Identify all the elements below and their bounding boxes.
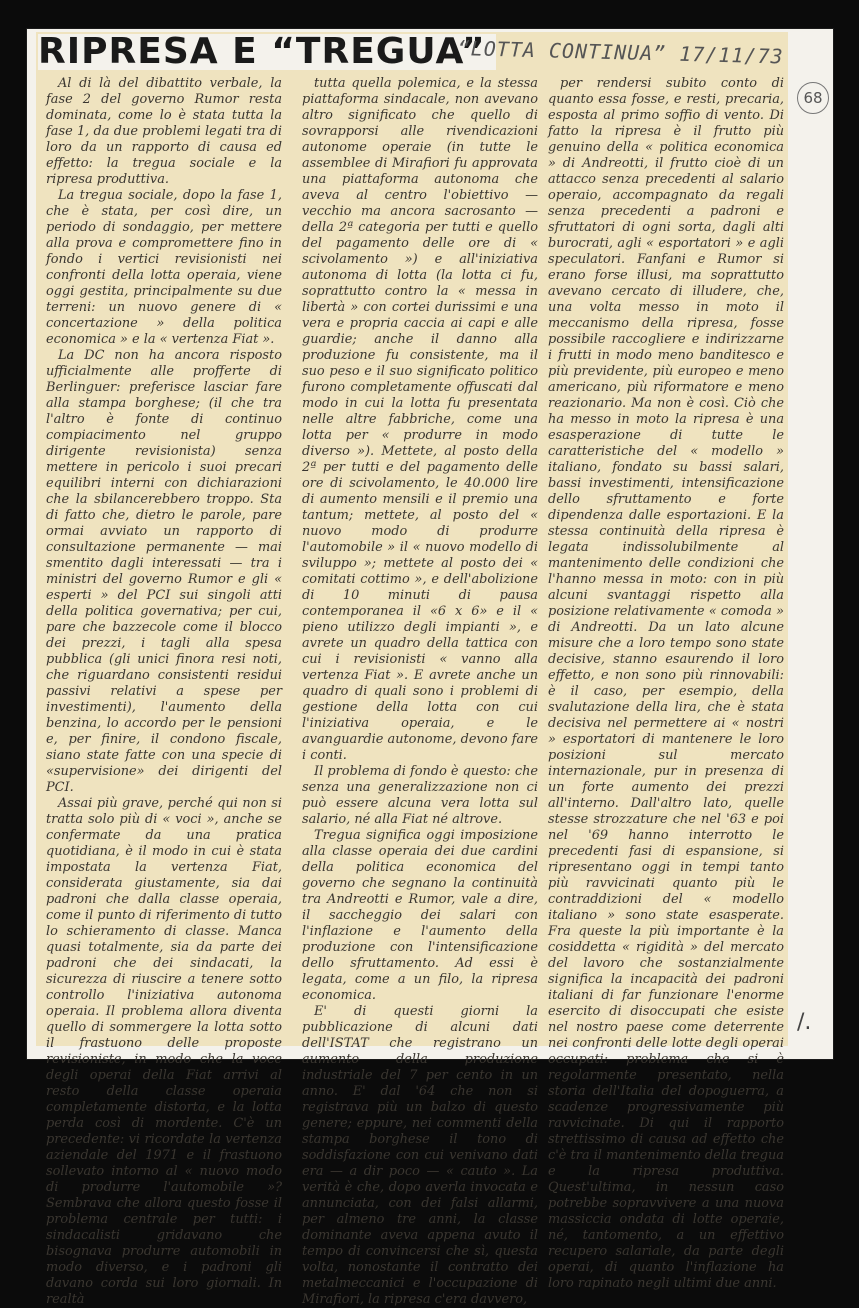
article-column-2 (302, 76, 538, 1307)
article-paragraph: La DC non ha ancora risposto ufficialmente alle profferte di Berlinguer: preferisce lasciar fare alla stampa borghese; (il che tra l'altro è fonte di continuo compiacimento nel gruppo dirigente revisionista) senza mettere in pericolo i suoi precari equilibri interni con dichiarazioni che la sbilancerebbero troppo. Sta di fatto che, dietro le parole, pare ormai avviato un rapporto di consultazione permanente — mai smentito dagli interessati — tra i ministri del governo Rumor e gli « esperti » del PCI sui singoli atti della politica governativa; per cui, pare che bazzecole come il blocco dei prezzi, i tagli alla spesa pubblica (gli unici finora resi noti, che riguardano consistenti residui passivi relativi a spese per investimenti), l'aumento della benzina, lo accordo per le pensioni e, per finire, il condono fiscale, siano state fatte con una specie di «supervisione» dei dirigenti del PCI. (46, 348, 282, 795)
handwritten-source-note: “LOTTA CONTINUA” 17/11/73 (457, 36, 784, 69)
article-paragraph: Il problema di fondo è questo: che senza una generalizzazione non ci può essere alcuna vera lotta sul salario, né alla Fiat né altrove. (302, 764, 538, 827)
article-paragraph: Assai più grave, perché qui non si tratta solo più di « voci », anche se confermate da una pratica quotidiana, è il modo in cui è stata impostata la vertenza Fiat, considerata giustamente, sia dai padroni che dalla classe operaia, come il punto di riferimento di tutto lo schieramento di classe. Manca quasi totalmente, sia da parte dei padroni che dei sindacati, la sicurezza di riuscire a tenere sotto controllo l'iniziativa autonoma operaia. Il problema allora diventa quello di sommergere la lotta sotto il frastuono delle proposte revisioniste, in modo che la voce degli operai della Fiat arrivi al resto della classe operaia completamente distorta, e la lotta perda così di mordente. C'è un precedente: vi ricordate la vertenza aziendale del 1971 e il frastuono sollevato intorno al « nuovo modo di produrre l'automobile »? Sembrava che allora questo fosse il problema centrale per tutti: i sindacalisti gridavano che bisognava produrre automobili in modo diverso, e i padroni gli davano corda sui loro giornali. In realtà (46, 796, 282, 1307)
article-column-1 (46, 76, 282, 1307)
archive-number-circle (797, 82, 829, 114)
end-mark: /. (797, 1010, 812, 1035)
article-paragraph: La tregua sociale, dopo la fase 1, che è stata, per così dire, un periodo di sondaggio, per mettere alla prova e compromettere fino in fondo i vertici revisionisti nei confronti della lotta operaia, viene oggi gestita, principalmente su due terreni: un nuovo genere di « concertazione » della politica economica » e la « vertenza Fiat ». (46, 188, 282, 347)
article-paragraph: Tregua significa oggi imposizione alla classe operaia dei due cardini della politica economica del governo che segnano la continuità tra Andreotti e Rumor, vale a dire, il saccheggio dei salari con l'inflazione e l'aumento della produzione con l'intensificazione dello sfruttamento. Ad essi è legata, come a un filo, la ripresa economica. (302, 828, 538, 1003)
article-paragraph: tutta quella polemica, e la stessa piattaforma sindacale, non avevano altro significato che quello di sovrapporsi alle rivendicazioni autonome operaie (in tutte le assemblee di Mirafiori fu approvata una piattaforma autonoma che aveva al centro l'obiettivo — vecchio ma ancora sacrosanto — della 2ª categoria per tutti e quello del pagamento delle ore di « scivolamento ») e all'iniziativa autonoma di lotta (la lotta ci fu, soprattutto contro la « messa in libertà » con cortei durissimi e una vera e propria caccia ai capi e alle guardie; anche il danno alla produzione fu consistente, ma il suo peso e il suo significato politico furono completamente offuscati dal modo in cui la lotta fu presentata nelle altre fabbriche, come una lotta per « produrre in modo diverso »). Mettete, al posto della 2ª per tutti e del pagamento delle ore di scivolamento, le 40.000 lire di aumento mensili e il premio una tantum; mettete, al posto del « nuovo modo di produrre l'automobile » il « nuovo modello di sviluppo »; mettete al posto dei « comitati cottimo », e dell'abolizione di 10 minuti di pausa contemporanea il «6 x 6» e il « pieno utilizzo degli impianti », e avrete un quadro della tattica con cui i revisionisti « vanno alla vertenza Fiat ». E avrete anche un quadro di quali sono i problemi di gestione della lotta con cui l'iniziativa operaia, e le avanguardie autonome, devono fare i conti. (302, 76, 538, 763)
headline: RIPRESA E “TREGUA” (38, 34, 496, 70)
article-paragraph: per rendersi subito conto di quanto essa fosse, e resti, precaria, esposta al primo soffio di vento. Di fatto la ripresa è il frutto più genuino della « politica economica » di Andreotti, il frutto cioè di un attacco senza precedenti al salario operaio, accompagnato da regali senza precedenti a padroni e sfruttatori di ogni sorta, dagli alti burocrati, agli « esportatori » e agli speculatori. Fanfani e Rumor si erano forse illusi, ma soprattutto avevano cercato di illudere, che, una volta messo in moto il meccanismo della ripresa, fosse possibile raccogliere e indirizzarne i frutti in modo meno banditesco e più previdente, più europeo e meno americano, più riformatore e meno reazionario. Ma non è così. Ciò che ha messo in moto la ripresa è una esasperazione di tutte le caratteristiche del « modello » italiano, fondato su bassi salari, bassi investimenti, intensificazione dello sfruttamento e forte dipendenza dalle esportazioni. E la stessa continuità della ripresa è legata indissolubilmente al mantenimento delle condizioni che l'hanno messa in moto: con in più alcuni svantaggi rispetto alla posizione relativamente « comoda » di Andreotti. Da un lato alcune misure che a loro tempo sono state decisive, stanno esaurendo il loro effetto, e non sono più rinnovabili: è il caso, per esempio, della svalutazione della lira, che è stata decisiva nel permettere ai « nostri » esportatori di mantenere le loro posizioni sul mercato internazionale, pur in presenza di un forte aumento dei prezzi all'interno. Dall'altro lato, quelle stesse strozzature che nel '63 e poi nel '69 hanno interrotto le precedenti fasi di espansione, si ripresentano oggi in tempi tanto più ravvicinati quanto più le contraddizioni del « modello italiano » sono state esasperate. Fra queste la più importante è la cosiddetta « rigidità » del mercato del lavoro che sostanzialmente significa la incapacità dei padroni italiani di far funzionare l'enorme esercito di disoccupati che esiste nel nostro paese come deterrente nei confronti delle lotte degli operai occupati: problema che si è regolarmente presentato, nella storia dell'Italia del dopoguerra, a scadenze progressivamente più ravvicinate. Di qui il rapporto strettissimo di causa ad effetto che c'è tra il mantenimento della tregua e la ripresa produttiva. Quest'ultima, in nessun caso potrebbe sopravvivere a una nuova massiccia ondata di lotte operaie, né, tantomento, a un effettivo recupero salariale, da parte degli operai, di quanto l'inflazione ha loro rapinato negli ultimi due anni. (548, 76, 784, 1291)
archive-number: 68 (803, 89, 823, 107)
article-paragraph: Al di là del dibattito verbale, la fase 2 del governo Rumor resta dominata, come lo è stata tutta la fase 1, da due problemi legati tra di loro da un rapporto di causa ed effetto: la tregua sociale e la ripresa produttiva. (46, 76, 282, 187)
article-column-3 (548, 76, 784, 1291)
article-paragraph: E' di questi giorni la pubblicazione di alcuni dati dell'ISTAT che registrano un aumento della produzione industriale del 7 per cento in un anno. E' dal '64 che non si registrava più un balzo di questo genere; eppure, nei commenti della stampa borghese il tono di soddisfazione con cui venivano dati era — a dir poco — « cauto ». La verità è che, dopo averla invocata e annunciata, con dei falsi allarmi, per almeno tre anni, la classe dominante aveva appena avuto il tempo di convincersi che sì, questa volta, nonostante il contratto dei metalmeccanici e l'occupazione di Mirafiori, la ripresa c'era davvero, (302, 1004, 538, 1307)
